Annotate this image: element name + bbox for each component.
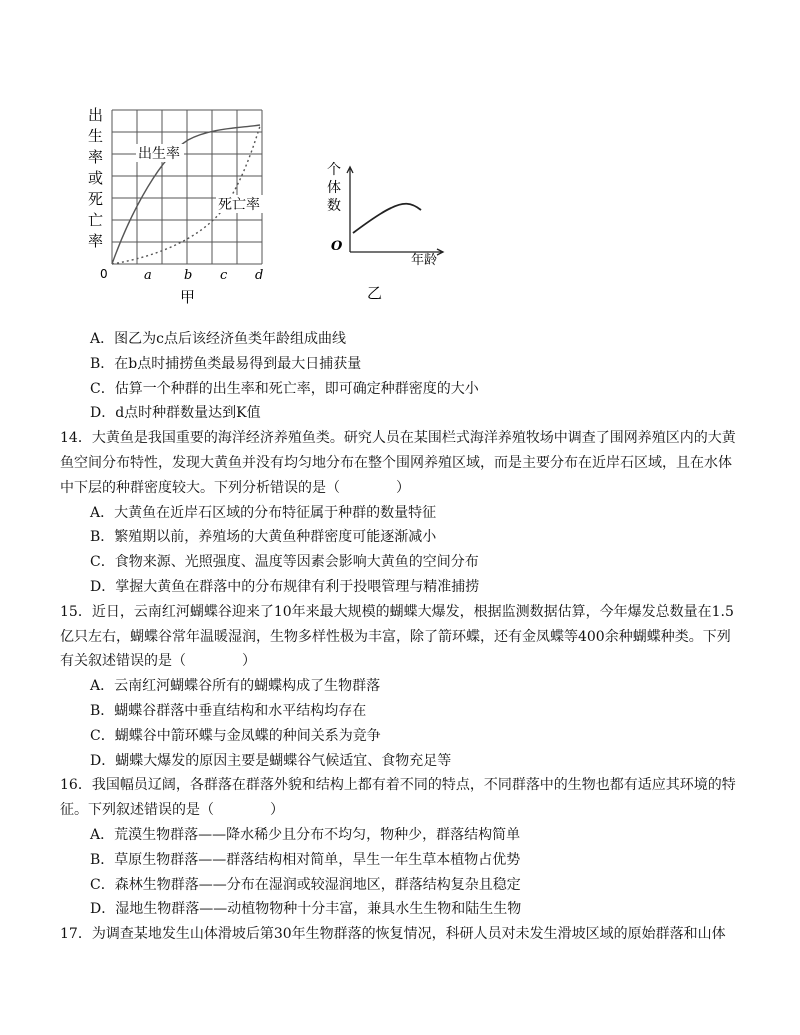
tick-label: b bbox=[184, 268, 193, 283]
q15-option-c: C．蝴蝶谷中箭环蝶与金凤蝶的种间关系为竞争 bbox=[90, 727, 381, 744]
q16-option-b: B．草原生物群落——群落结构相对简单，旱生一年生草本植物占优势 bbox=[90, 851, 521, 868]
q13-option-c: C．估算一个种群的出生率和死亡率，即可确定种群密度的大小 bbox=[90, 380, 479, 397]
jia-ylabel-char: 生 bbox=[88, 127, 104, 145]
yi-caption: 乙 bbox=[367, 284, 383, 302]
q16-option-c: C．森林生物群落——分布在湿润或较湿润地区，群落结构复杂且稳定 bbox=[90, 876, 521, 893]
q14-option-d: D．掌握大黄鱼在群落中的分布规律有利于投喂管理与精准捕捞 bbox=[90, 578, 480, 595]
jia-caption: 甲 bbox=[180, 288, 196, 306]
q15-option-b: B．蝴蝶谷群落中垂直结构和水平结构均存在 bbox=[90, 702, 367, 719]
yi-axes bbox=[347, 167, 443, 255]
jia-ylabel bbox=[88, 106, 103, 250]
question-content bbox=[60, 327, 750, 947]
q14-option-a: A．大黄鱼在近岸石区域的分布特征属于种群的数量特征 bbox=[90, 504, 437, 521]
q14-option-c: C．食物来源、光照强度、温度等因素会影响大黄鱼的空间分布 bbox=[90, 554, 479, 571]
jia-grid bbox=[112, 110, 262, 264]
q14-stem-line: 14．大黄鱼是我国重要的海洋经济养殖鱼类。研究人员在某围栏式海洋养殖牧场中调查了围网养殖区内的大黄 bbox=[60, 430, 736, 447]
q14-option-b: B．繁殖期以前，养殖场的大黄鱼种群密度可能逐渐减小 bbox=[90, 529, 437, 546]
q13-option-d: D．d点时种群数量达到K值 bbox=[90, 405, 261, 422]
yi-ylabel-char: 数 bbox=[327, 198, 341, 214]
tick-label: c bbox=[220, 268, 228, 283]
figure-area bbox=[80, 98, 460, 308]
yi-curve bbox=[353, 204, 421, 233]
q14-stem-line: 鱼空间分布特性，发现大黄鱼并没有均匀地分布在整个围网养殖区域，而是主要分布在近岸石区域，且在水体 bbox=[60, 454, 732, 471]
jia-ylabel-char: 出 bbox=[88, 106, 104, 124]
birth-rate-curve bbox=[112, 125, 260, 264]
chart-jia bbox=[80, 98, 300, 308]
q15-option-a: A．云南红河蝴蝶谷所有的蝴蝶构成了生物群落 bbox=[90, 678, 381, 695]
q16-option-d: D．湿地生物群落——动植物物种十分丰富，兼具水生生物和陆生生物 bbox=[90, 901, 522, 918]
q13-option-b: B．在b点时捕捞鱼类最易得到最大日捕获量 bbox=[90, 355, 362, 372]
q15-stem-line: 15．近日，云南红河蝴蝶谷迎来了10年来最大规模的蝴蝶大爆发，根据监测数据估算，今年爆发总数量在1.5 bbox=[60, 603, 734, 620]
q16-option-a: A．荒漠生物群落——降水稀少且分布不均匀，物种少，群落结构简单 bbox=[90, 826, 521, 843]
jia-ylabel-char: 率 bbox=[88, 232, 104, 250]
yi-ylabel-char: 体 bbox=[327, 180, 341, 196]
q14-stem-line: 中下层的种群密度较大。下列分析错误的是（ ） bbox=[60, 479, 410, 496]
q15-stem-line: 亿只左右，蝴蝶谷常年温暖湿润，生物多样性极为丰富，除了箭环蝶，还有金凤蝶等400余种蝴蝶种类。下列 bbox=[60, 628, 731, 645]
q15-stem-line: 有关叙述错误的是（ ） bbox=[60, 653, 256, 670]
jia-ylabel-char: 或 bbox=[88, 169, 104, 187]
chart-yi bbox=[325, 158, 460, 308]
q17-stem-line: 17．为调查某地发生山体滑坡后第30年生物群落的恢复情况，科研人员对未发生滑坡区域的原始群落和山体 bbox=[60, 926, 726, 943]
tick-label: d bbox=[255, 268, 264, 283]
birth-rate-label: 出生率 bbox=[138, 146, 180, 162]
jia-ylabel-char: 亡 bbox=[88, 211, 104, 229]
death-rate-label: 死亡率 bbox=[218, 197, 260, 213]
tick-label: a bbox=[144, 268, 152, 283]
q13-option-a: A．图乙为c点后该经济鱼类年龄组成曲线 bbox=[90, 331, 346, 347]
q16-stem-line: 16．我国幅员辽阔，各群落在群落外貌和结构上都有着不同的特点，不同群落中的生物也都有适应其环境的特 bbox=[60, 777, 736, 794]
jia-ylabel-char: 率 bbox=[88, 148, 104, 166]
q16-stem-line: 征。下列叙述错误的是（ ） bbox=[60, 802, 284, 819]
yi-ylabel-char: 个 bbox=[327, 162, 341, 178]
yi-xlabel: 年龄 bbox=[411, 253, 438, 268]
jia-origin-label: 0 bbox=[100, 267, 108, 281]
yi-origin-label: O bbox=[331, 239, 343, 254]
q15-option-d: D．蝴蝶大爆发的原因主要是蝴蝶谷气候适宜、食物充足等 bbox=[90, 752, 452, 769]
jia-ylabel-char: 死 bbox=[88, 190, 104, 208]
